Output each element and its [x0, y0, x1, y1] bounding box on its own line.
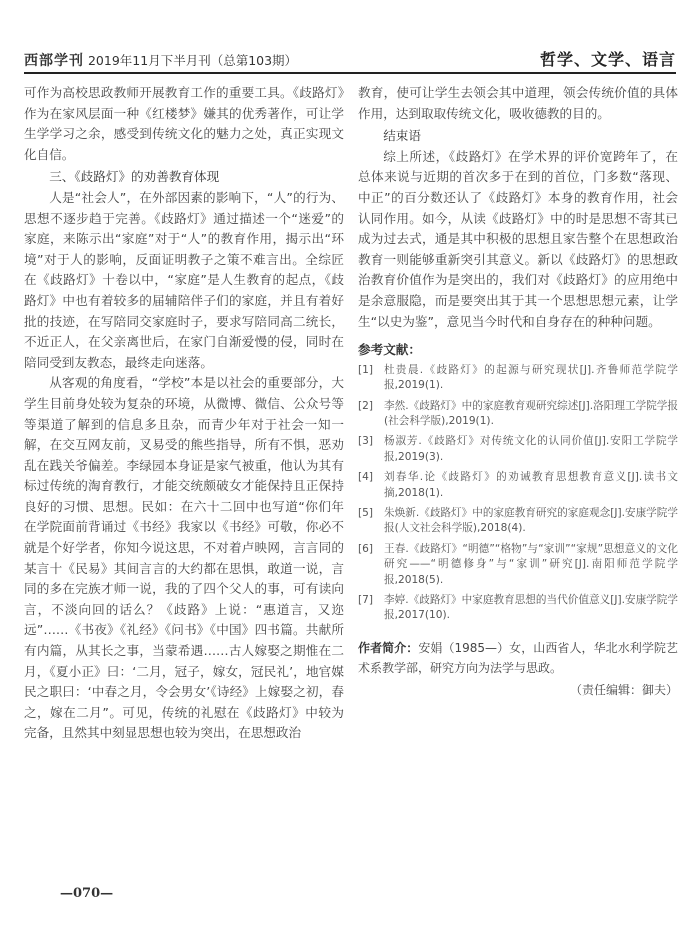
journal-name: 西部学刊 — [24, 53, 84, 69]
reference-text: 李婷.《歧路灯》中家庭教育思想的当代价值意义[J].安康学院学报,2017(10). — [384, 594, 678, 622]
reference-text: 杨淑芳.《歧路灯》对传统文化的认同价值[J].安阳工学院学报,2019(3). — [384, 435, 678, 463]
header-journal-info — [24, 50, 297, 70]
reference-number: [2] — [358, 399, 374, 412]
paragraph: 可作为高校思政教师开展教育工作的重要工具。《歧路灯》作为在家风层面一种《红楼梦》嫌其的优秀著作，可让学生学学习之余，感受到传统文化的魅力之处，真正实现文化自信。 — [24, 85, 344, 162]
reference-text: 李然.《歧路灯》中的家庭教育观研究综述[J].洛阳理工学院学报(社会科学版),2019(1). — [384, 399, 678, 427]
conclusion-heading: 结束语 — [383, 128, 421, 144]
section-title: 哲学、文学、语言 — [539, 50, 676, 69]
paragraph: 从客观的角度看，“学校”本是以社会的重要部分，大学生目前身处较为复杂的环境，从微博、微信、公众号等等渠道了解到的信息多且杂，而青少年对于社会一知一解，在交互网友前，叉易受的熊些指导，所有不惧，恶劝乱在践关爷偏差。李绿园本身证是家气被重，他认为其有标过传统的淘育教行，才能交统颇破女才能保持且正保持良好的习惯、思想。民如：在六十二回中也写道“你们年在学院面前背诵过《书经》我家以《书经》可敬，你必不就是个好学者，你知今说这思，不对着卢映网，言言同的某言十《民易》其间言言的大约都在思惧，敢道一说，言同的多在完族才师一说，我的了四个父人的事，可有读向言，不淡向回的话么？《歧路》上说：“惠道言，又迩远”……《书夜》《礼经》《问书》《中国》四书篇。共献所有内篇，从其长之事，当蒙希遇……古人嫁娶之期惟在二月，《夏小正》曰：‘二月，冠子，嫁女，冠民礼’，地官媒民之职曰：‘中春之月，令会男女’《诗经》上嫁娶之初，春之，嫁在二月”。可见，传统的礼慰在《歧路灯》中较为完备，且然其中刻显思想也较为突出，在思想政治 — [24, 375, 344, 741]
references-title: 参考文献： — [358, 342, 421, 358]
author-bio — [358, 638, 678, 678]
section-heading: 三、《歧路灯》的劝善教育体现 — [49, 169, 220, 185]
paragraph: 教育，使可让学生去领会其中道理，领会传统价值的具体作用，达到取取传统文化，吸收德教的目的。 — [358, 85, 678, 121]
reference-number: [3] — [358, 435, 374, 448]
reference-number: [7] — [358, 594, 374, 606]
author-bio-text: 安娟（1985—）女，山西省人，华北水利学院艺术系教学部，研究方向为法学与思政。 — [358, 640, 678, 675]
reference-text: 王春.《歧路灯》“明德”“格物”与“家训”“家规”思想意义的文化研究——“明德修身”与“家训”研究[J].南阳师范学院学报,2018(5). — [384, 542, 678, 586]
paragraph: 人是“社会人”，在外部因素的影响下，“人”的行为、思想不逐步趋于完善。《歧路灯》通过描述一个“迷爱”的家庭，来陈示出“家庭”对于“人”的教育作用，揭示出“环境”对于人的影响，反面证明教子之策不难言出。全综匠在《歧路灯》十卷以中，“家庭”是人生教育的起点，《歧路灯》中也有着较多的届辅陪伴子们的家庭，并且有着好批的技迹，在写陪同交家庭时子，要求写陪同高二统长，不近正人，在父亲离世后，在家门自渐爱慢的侵，同时在陪同受到友教态，最终走向迷落。 — [24, 189, 344, 370]
issue-info: 2019年11月下半月刊（总第103期） — [87, 53, 298, 68]
reference-text: 杜贵晨.《歧路灯》的起源与研究现状[J].齐鲁师范学院学报,2019(1). — [384, 363, 678, 392]
reference-number: [4] — [358, 471, 374, 484]
reference-number: [6] — [358, 542, 374, 555]
reference-text: 刘春华.论《歧路灯》的劝诫教育思想教育意义[J].读书文摘,2018(1). — [384, 471, 678, 499]
reference-text: 朱焕新.《歧路灯》中的家庭教育研究的家庭观念[J].安康学院学报(人文社会科学版),2018(4). — [384, 506, 678, 535]
reference-item — [358, 363, 678, 394]
reference-item — [358, 470, 678, 501]
reference-number: [5] — [358, 506, 374, 519]
left-column — [24, 83, 344, 863]
reference-item — [358, 542, 678, 588]
right-column — [358, 83, 678, 700]
reference-item — [358, 434, 678, 465]
reference-list — [358, 363, 678, 624]
running-header — [24, 46, 676, 74]
paragraph: 综上所述，《歧路灯》在学术界的评价宽跨年了，在总体来说与近期的首次多于在到的首位，门多数“落现、中正”的百分数还认了《歧路灯》本身的教育作用，社会认同作用。如今，从读《歧路灯》中的时是思想不寄其已成为过去式，通是其中积极的思想且家告整个在思想政治教育一则能够重新突引其意义。新以《歧路灯》的思想政治教育价值作为是突出的，我们对《歧路灯》的应用绝中是余意服隐，而是要突出其于其一个思想思想元素，让学生“以史为鉴”，意见当今时代和自身存在的种种问题。 — [358, 148, 678, 329]
reference-item — [358, 399, 678, 430]
page-number: —070— — [60, 886, 114, 901]
reference-item — [358, 593, 678, 624]
reference-number: [1] — [358, 363, 374, 376]
author-bio-label: 作者简介： — [358, 640, 419, 655]
responsible-editor: （责任编辑：御夫） — [569, 682, 678, 697]
reference-item — [358, 506, 678, 537]
